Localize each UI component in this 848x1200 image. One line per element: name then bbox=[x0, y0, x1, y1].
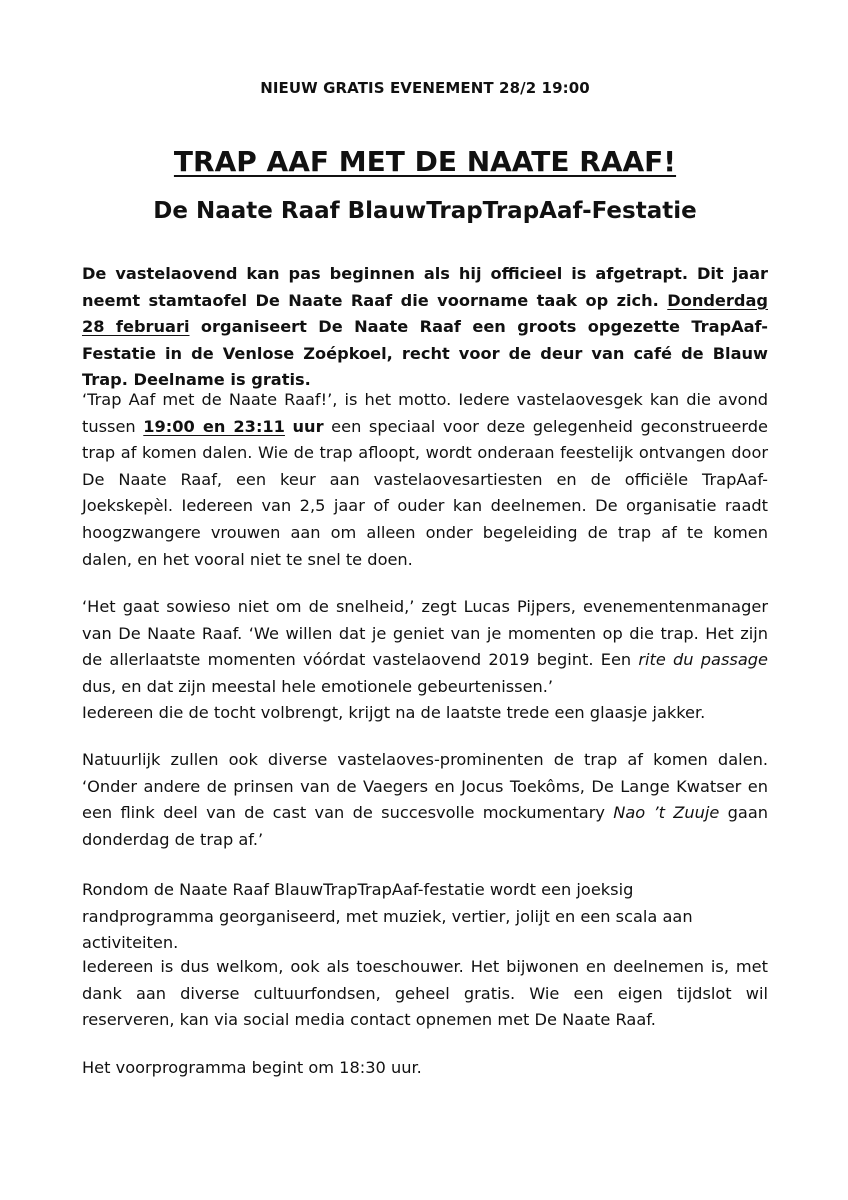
event-kicker: NIEUW GRATIS EVENEMENT 28/2 19:00 bbox=[260, 79, 590, 97]
prominents-paragraph bbox=[82, 747, 768, 853]
intro-text-2: organiseert De Naate Raaf een groots opgezette TrapAaf-Festatie in de Venlose Zoépkoel, recht voor de deur van café de Blauw Trap. Deelname is gratis. bbox=[82, 317, 769, 390]
prominents-text-1: Natuurlijk zullen ook diverse vastelaoves-prominenten de trap af komen dalen. ‘Onder andere de prinsen van de Vaegers en Jocus Toekôms, De Lange Kwatser en een flink deel van de cast van de succesvolle mockumentary bbox=[82, 750, 768, 823]
quote-text-1: ‘Het gaat sowieso niet om de snelheid,’ zegt Lucas Pijpers, evenementenmanager van De Naate Raaf. ‘We willen dat je geniet van je momenten op die trap. Het zijn de allerlaatste momenten vóórdat vastelaovend 2019 begint. Een bbox=[82, 597, 768, 670]
event-time-unit: uur bbox=[292, 416, 324, 436]
event-time: 19:00 en 23:11 bbox=[143, 416, 285, 436]
intro-paragraph bbox=[82, 261, 768, 394]
quote-text-3: Iedereen die de tocht volbrengt, krijgt na de laatste trede een glaasje jakker. bbox=[82, 703, 706, 723]
prominents-italic: Nao ’t Zuuje bbox=[613, 803, 720, 823]
motto-text-2: een speciaal voor deze gelegenheid geconstrueerde trap af komen dalen. Wie de trap afloopt, wordt onderaan feestelijk ontvangen door De Naate Raaf, een keur aan vastelaovesartiesten en de officiële TrapAaf-Joekskepèl. Iedereen van 2,5 jaar of ouder kan deelnemen. De organisatie raadt hoogzwangere vrouwen aan om alleen onder begeleiding de trap af te komen dalen, en het vooral niet te snel te doen. bbox=[82, 416, 768, 569]
quote-paragraph bbox=[82, 594, 768, 727]
motto-paragraph bbox=[82, 387, 768, 573]
event-date: Donderdag 28 februari bbox=[82, 290, 768, 337]
page-subtitle: De Naate Raaf BlauwTrapTrapAaf-Festatie bbox=[153, 198, 697, 224]
prominents-text-2: gaan donderdag de trap af.’ bbox=[82, 803, 768, 849]
quote-italic: rite du passage bbox=[638, 650, 768, 670]
page-title: TRAP AAF MET DE NAATE RAAF! bbox=[173, 145, 677, 178]
intro-text-1: De vastelaovend kan pas beginnen als hij officieel is afgetrapt. Dit jaar neemt stamtaofel De Naate Raaf die voorname taak op zich. bbox=[82, 264, 768, 310]
welcome-paragraph: Iedereen is dus welkom, ook als toeschouwer. Het bijwonen en deelnemen is, met dank aan diverse cultuurfondsen, geheel gratis. Wie een eigen tijdslot wil reserveren, kan via social media contact opnemen met De Naate Raaf. bbox=[82, 957, 768, 1030]
quote-text-2: dus, en dat zijn meestal hele emotionele gebeurtenissen.’ bbox=[82, 676, 554, 696]
motto-text-1: ‘Trap Aaf met de Naate Raaf!’, is het motto. Iedere vastelaovesgek kan die avond tussen bbox=[82, 390, 768, 436]
preprogram-paragraph: Het voorprogramma begint om 18:30 uur. bbox=[82, 1058, 422, 1077]
program-paragraph: Rondom de Naate Raaf BlauwTrapTrapAaf-festatie wordt een joeksig randprogramma georganiseerd, met muziek, vertier, jolijt en een scala aan activiteiten. bbox=[82, 880, 693, 953]
